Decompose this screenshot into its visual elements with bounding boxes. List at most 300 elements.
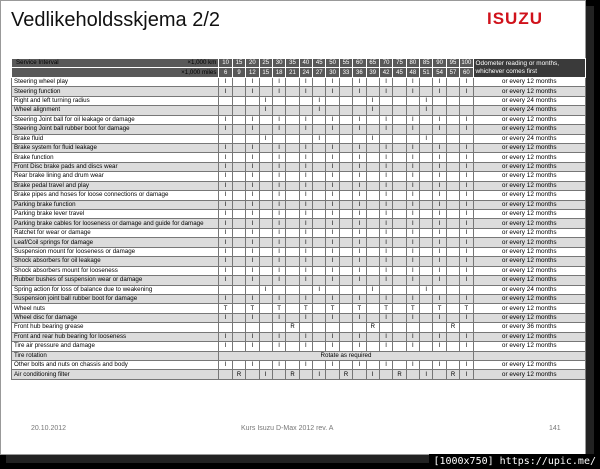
interval-mark: I bbox=[379, 77, 392, 86]
interval-mark bbox=[406, 323, 419, 332]
interval-mark bbox=[366, 294, 379, 303]
interval-mark: I bbox=[219, 143, 232, 152]
interval-mark: I bbox=[353, 143, 366, 152]
interval-mark: I bbox=[326, 313, 339, 322]
row-period: or every 12 months bbox=[473, 276, 585, 285]
interval-mark bbox=[420, 143, 433, 152]
interval-mark bbox=[259, 228, 272, 237]
interval-mark bbox=[313, 323, 326, 332]
interval-mark bbox=[366, 228, 379, 237]
interval-mark: I bbox=[272, 181, 285, 190]
interval-mark: I bbox=[353, 219, 366, 228]
interval-mark bbox=[446, 332, 459, 341]
interval-mark: I bbox=[406, 342, 419, 351]
interval-mark bbox=[232, 361, 245, 370]
miles-header-cell: 33 bbox=[339, 68, 352, 77]
interval-mark bbox=[393, 125, 406, 134]
table-row bbox=[12, 342, 586, 351]
interval-mark: I bbox=[246, 313, 259, 322]
interval-mark bbox=[259, 304, 272, 313]
row-period: or every 12 months bbox=[473, 257, 585, 266]
interval-mark: I bbox=[433, 125, 446, 134]
interval-mark: I bbox=[406, 172, 419, 181]
interval-mark bbox=[272, 370, 285, 379]
interval-mark: I bbox=[353, 200, 366, 209]
interval-mark bbox=[232, 106, 245, 115]
interval-mark bbox=[393, 77, 406, 86]
interval-mark: I bbox=[272, 342, 285, 351]
interval-mark: I bbox=[246, 238, 259, 247]
interval-mark bbox=[286, 228, 299, 237]
interval-mark bbox=[313, 257, 326, 266]
interval-mark bbox=[379, 323, 392, 332]
interval-mark bbox=[446, 294, 459, 303]
row-period: or every 12 months bbox=[473, 191, 585, 200]
interval-mark bbox=[393, 172, 406, 181]
row-label: Leaf/Coil springs for damage bbox=[12, 238, 219, 247]
row-period: or every 12 months bbox=[473, 247, 585, 256]
interval-mark bbox=[353, 285, 366, 294]
interval-mark: I bbox=[406, 332, 419, 341]
interval-mark bbox=[420, 257, 433, 266]
interval-mark: I bbox=[299, 87, 312, 96]
span-note: Rotate as required bbox=[219, 351, 473, 360]
interval-mark bbox=[366, 313, 379, 322]
interval-mark bbox=[366, 304, 379, 313]
miles-header-cell: 21 bbox=[286, 68, 299, 77]
table-row bbox=[12, 191, 586, 200]
interval-mark bbox=[286, 181, 299, 190]
interval-mark bbox=[393, 219, 406, 228]
row-label: Steering Joint ball rubber boot for damage bbox=[12, 125, 219, 134]
interval-mark: I bbox=[366, 106, 379, 115]
interval-mark: R bbox=[446, 323, 459, 332]
interval-mark bbox=[313, 181, 326, 190]
interval-mark bbox=[259, 153, 272, 162]
interval-mark bbox=[446, 87, 459, 96]
miles-header-cell: 27 bbox=[313, 68, 326, 77]
interval-mark bbox=[286, 106, 299, 115]
interval-mark: I bbox=[353, 247, 366, 256]
interval-mark bbox=[232, 143, 245, 152]
interval-mark bbox=[286, 96, 299, 105]
interval-mark: I bbox=[379, 172, 392, 181]
interval-mark bbox=[259, 172, 272, 181]
interval-mark bbox=[232, 87, 245, 96]
interval-mark: I bbox=[366, 285, 379, 294]
interval-mark bbox=[313, 219, 326, 228]
interval-mark bbox=[446, 181, 459, 190]
interval-mark: I bbox=[379, 191, 392, 200]
interval-mark bbox=[232, 125, 245, 134]
interval-mark bbox=[420, 162, 433, 171]
interval-mark bbox=[232, 228, 245, 237]
interval-mark: I bbox=[219, 200, 232, 209]
interval-mark: I bbox=[433, 153, 446, 162]
interval-mark: T bbox=[246, 304, 259, 313]
interval-mark bbox=[446, 96, 459, 105]
interval-mark: I bbox=[460, 162, 473, 171]
interval-mark bbox=[326, 106, 339, 115]
interval-mark bbox=[259, 313, 272, 322]
row-label: Brake fluid bbox=[12, 134, 219, 143]
interval-mark: I bbox=[379, 200, 392, 209]
row-label: Rubber bushes of suspension wear or damage bbox=[12, 276, 219, 285]
interval-mark bbox=[232, 257, 245, 266]
interval-mark bbox=[339, 304, 352, 313]
interval-mark: I bbox=[219, 247, 232, 256]
interval-mark: I bbox=[326, 294, 339, 303]
interval-mark bbox=[446, 162, 459, 171]
interval-mark bbox=[339, 134, 352, 143]
row-label: Spring action for loss of balance due to weakening bbox=[12, 285, 219, 294]
interval-mark bbox=[446, 77, 459, 86]
interval-mark bbox=[446, 238, 459, 247]
isuzu-logo bbox=[487, 10, 565, 26]
row-period: or every 12 months bbox=[473, 219, 585, 228]
interval-mark: I bbox=[299, 332, 312, 341]
table-row bbox=[12, 332, 586, 341]
interval-mark: I bbox=[246, 200, 259, 209]
interval-mark bbox=[246, 323, 259, 332]
interval-mark bbox=[232, 294, 245, 303]
interval-mark: T bbox=[406, 304, 419, 313]
interval-mark: I bbox=[460, 342, 473, 351]
miles-header-cell: 24 bbox=[299, 68, 312, 77]
interval-mark bbox=[393, 210, 406, 219]
interval-mark bbox=[420, 323, 433, 332]
interval-mark bbox=[272, 106, 285, 115]
interval-mark: I bbox=[379, 342, 392, 351]
interval-mark: I bbox=[420, 96, 433, 105]
interval-mark bbox=[232, 238, 245, 247]
interval-mark: I bbox=[460, 172, 473, 181]
interval-mark bbox=[313, 276, 326, 285]
interval-mark bbox=[259, 323, 272, 332]
interval-mark: I bbox=[246, 219, 259, 228]
interval-mark: I bbox=[460, 276, 473, 285]
interval-mark bbox=[313, 304, 326, 313]
row-label: Air conditioning filter bbox=[12, 370, 219, 379]
interval-mark: I bbox=[246, 191, 259, 200]
interval-mark bbox=[286, 219, 299, 228]
interval-mark bbox=[420, 228, 433, 237]
interval-mark bbox=[232, 266, 245, 275]
interval-mark bbox=[326, 285, 339, 294]
row-label: Suspension mount for looseness or damage bbox=[12, 247, 219, 256]
interval-mark bbox=[339, 228, 352, 237]
interval-mark: I bbox=[406, 294, 419, 303]
interval-mark bbox=[446, 228, 459, 237]
interval-mark: I bbox=[326, 172, 339, 181]
interval-mark bbox=[420, 266, 433, 275]
interval-mark: I bbox=[219, 361, 232, 370]
interval-mark: I bbox=[246, 294, 259, 303]
row-label: Tire rotation bbox=[12, 351, 219, 360]
miles-header-cell: 9 bbox=[232, 68, 245, 77]
miles-header-cell: 60 bbox=[460, 68, 473, 77]
interval-mark bbox=[259, 342, 272, 351]
interval-mark: I bbox=[219, 313, 232, 322]
miles-header-cell: 30 bbox=[326, 68, 339, 77]
interval-mark bbox=[313, 87, 326, 96]
interval-mark: I bbox=[379, 294, 392, 303]
table-row bbox=[12, 247, 586, 256]
interval-mark bbox=[259, 361, 272, 370]
row-label: Ratchet for wear or damage bbox=[12, 228, 219, 237]
row-period: or every 12 months bbox=[473, 266, 585, 275]
interval-mark: I bbox=[326, 228, 339, 237]
interval-mark bbox=[232, 162, 245, 171]
interval-mark: I bbox=[433, 143, 446, 152]
interval-mark bbox=[379, 96, 392, 105]
odometer-header-line2: whichever comes first bbox=[475, 67, 537, 75]
interval-mark bbox=[286, 247, 299, 256]
interval-mark: I bbox=[246, 342, 259, 351]
interval-mark bbox=[286, 313, 299, 322]
interval-mark: I bbox=[406, 219, 419, 228]
row-label: Brake function bbox=[12, 153, 219, 162]
interval-mark: I bbox=[299, 162, 312, 171]
interval-mark bbox=[339, 87, 352, 96]
interval-mark: I bbox=[406, 313, 419, 322]
interval-mark: I bbox=[460, 361, 473, 370]
interval-mark: I bbox=[353, 332, 366, 341]
interval-mark bbox=[286, 332, 299, 341]
interval-mark bbox=[446, 115, 459, 124]
interval-mark: I bbox=[246, 276, 259, 285]
interval-mark bbox=[460, 323, 473, 332]
interval-mark: I bbox=[272, 115, 285, 124]
interval-mark bbox=[366, 153, 379, 162]
interval-mark bbox=[219, 370, 232, 379]
row-period: or every 12 months bbox=[473, 238, 585, 247]
table-row bbox=[12, 266, 586, 275]
interval-mark: R bbox=[286, 323, 299, 332]
interval-mark bbox=[232, 247, 245, 256]
interval-mark bbox=[366, 247, 379, 256]
interval-mark: I bbox=[379, 125, 392, 134]
km-header-cell: 90 bbox=[433, 59, 446, 68]
interval-mark: I bbox=[379, 162, 392, 171]
miles-header-cell: 48 bbox=[406, 68, 419, 77]
km-unit: ×1,000 km bbox=[187, 59, 217, 67]
interval-mark bbox=[286, 294, 299, 303]
interval-mark: I bbox=[406, 143, 419, 152]
interval-mark: I bbox=[353, 228, 366, 237]
interval-mark: I bbox=[272, 87, 285, 96]
interval-mark bbox=[393, 276, 406, 285]
interval-mark bbox=[366, 172, 379, 181]
row-period: or every 12 months bbox=[473, 125, 585, 134]
interval-mark bbox=[232, 191, 245, 200]
row-period: or every 12 months bbox=[473, 370, 585, 379]
km-header-cell: 100 bbox=[461, 60, 472, 67]
interval-mark: I bbox=[433, 276, 446, 285]
interval-mark: I bbox=[353, 361, 366, 370]
interval-mark bbox=[313, 172, 326, 181]
interval-mark bbox=[433, 323, 446, 332]
interval-mark: I bbox=[353, 257, 366, 266]
interval-mark: I bbox=[433, 77, 446, 86]
table-row bbox=[12, 162, 586, 171]
interval-mark bbox=[259, 191, 272, 200]
interval-mark: I bbox=[433, 200, 446, 209]
km-header-cell: 70 bbox=[379, 59, 392, 68]
interval-mark bbox=[339, 172, 352, 181]
interval-mark bbox=[446, 266, 459, 275]
interval-mark bbox=[313, 200, 326, 209]
interval-mark: I bbox=[460, 181, 473, 190]
interval-mark bbox=[366, 143, 379, 152]
interval-mark: I bbox=[460, 87, 473, 96]
interval-mark: I bbox=[272, 332, 285, 341]
interval-mark: I bbox=[272, 219, 285, 228]
interval-mark bbox=[339, 143, 352, 152]
interval-mark bbox=[446, 134, 459, 143]
interval-mark bbox=[339, 266, 352, 275]
interval-mark: I bbox=[433, 342, 446, 351]
interval-mark bbox=[313, 332, 326, 341]
interval-mark bbox=[259, 125, 272, 134]
interval-mark bbox=[313, 143, 326, 152]
row-period: or every 12 months bbox=[473, 342, 585, 351]
interval-mark: I bbox=[299, 210, 312, 219]
interval-mark: I bbox=[433, 313, 446, 322]
interval-mark bbox=[286, 153, 299, 162]
slide-shadow bbox=[586, 6, 594, 461]
interval-mark: I bbox=[353, 238, 366, 247]
interval-mark: I bbox=[246, 247, 259, 256]
interval-mark bbox=[420, 247, 433, 256]
row-period: or every 24 months bbox=[473, 285, 585, 294]
interval-mark: I bbox=[460, 266, 473, 275]
interval-mark bbox=[339, 181, 352, 190]
interval-mark bbox=[393, 266, 406, 275]
interval-mark bbox=[353, 134, 366, 143]
interval-mark: I bbox=[433, 247, 446, 256]
interval-mark bbox=[339, 276, 352, 285]
row-period: or every 12 months bbox=[473, 361, 585, 370]
interval-mark bbox=[420, 125, 433, 134]
interval-mark: I bbox=[433, 238, 446, 247]
interval-mark: I bbox=[326, 200, 339, 209]
interval-mark: I bbox=[353, 313, 366, 322]
km-header-cell: 40 bbox=[299, 59, 312, 68]
interval-mark: I bbox=[326, 87, 339, 96]
interval-mark bbox=[420, 304, 433, 313]
interval-mark: I bbox=[406, 191, 419, 200]
interval-mark bbox=[446, 276, 459, 285]
interval-mark: I bbox=[299, 257, 312, 266]
interval-mark bbox=[272, 285, 285, 294]
row-label: Brake pedal travel and play bbox=[12, 181, 219, 190]
interval-mark bbox=[446, 285, 459, 294]
interval-mark bbox=[286, 276, 299, 285]
source-badge: [1000x750] https://upic.me/ bbox=[429, 454, 600, 469]
interval-mark: I bbox=[433, 87, 446, 96]
interval-mark: I bbox=[353, 266, 366, 275]
interval-mark bbox=[259, 200, 272, 209]
interval-mark bbox=[232, 219, 245, 228]
interval-mark: I bbox=[299, 143, 312, 152]
interval-mark bbox=[299, 370, 312, 379]
interval-mark bbox=[246, 285, 259, 294]
interval-mark bbox=[259, 162, 272, 171]
interval-mark: I bbox=[406, 238, 419, 247]
interval-mark: I bbox=[246, 210, 259, 219]
row-period: or every 12 months bbox=[473, 294, 585, 303]
interval-mark: I bbox=[272, 143, 285, 152]
table-row bbox=[12, 257, 586, 266]
interval-mark bbox=[366, 162, 379, 171]
miles-header-cell: 36 bbox=[353, 68, 366, 77]
interval-mark: I bbox=[433, 219, 446, 228]
interval-mark bbox=[420, 115, 433, 124]
interval-mark bbox=[272, 96, 285, 105]
interval-mark bbox=[393, 304, 406, 313]
row-period: or every 12 months bbox=[473, 87, 585, 96]
interval-mark: I bbox=[406, 77, 419, 86]
km-header-cell: 50 bbox=[326, 59, 339, 68]
interval-mark bbox=[446, 172, 459, 181]
interval-mark bbox=[313, 266, 326, 275]
km-header-cell: 30 bbox=[272, 59, 285, 68]
interval-mark bbox=[219, 106, 232, 115]
table-row bbox=[12, 219, 586, 228]
interval-mark bbox=[393, 162, 406, 171]
interval-mark: I bbox=[313, 285, 326, 294]
interval-mark bbox=[353, 323, 366, 332]
interval-mark: I bbox=[326, 257, 339, 266]
interval-mark bbox=[366, 219, 379, 228]
row-label: Parking brake cables for looseness or damage and guide for damage bbox=[12, 219, 219, 228]
interval-mark bbox=[259, 77, 272, 86]
row-period: or every 12 months bbox=[473, 162, 585, 171]
miles-header-cell: 51 bbox=[420, 68, 433, 77]
interval-mark: I bbox=[219, 115, 232, 124]
interval-mark bbox=[232, 304, 245, 313]
interval-mark: I bbox=[460, 153, 473, 162]
interval-mark: I bbox=[433, 210, 446, 219]
interval-mark: I bbox=[326, 162, 339, 171]
interval-mark: I bbox=[460, 228, 473, 237]
interval-mark: I bbox=[219, 332, 232, 341]
interval-mark: I bbox=[272, 266, 285, 275]
miles-header-cell: 6 bbox=[219, 68, 232, 77]
interval-mark bbox=[232, 276, 245, 285]
interval-mark bbox=[420, 191, 433, 200]
row-label: Brake pipes and hoses for loose connections or damage bbox=[12, 191, 219, 200]
row-period: or every 12 months bbox=[473, 332, 585, 341]
row-period bbox=[473, 351, 585, 360]
interval-mark bbox=[393, 96, 406, 105]
interval-mark: I bbox=[460, 247, 473, 256]
table-row bbox=[12, 115, 586, 124]
interval-mark: I bbox=[366, 134, 379, 143]
interval-mark bbox=[313, 77, 326, 86]
interval-mark: I bbox=[326, 276, 339, 285]
interval-mark: I bbox=[299, 181, 312, 190]
interval-mark bbox=[339, 238, 352, 247]
interval-mark bbox=[246, 106, 259, 115]
interval-mark: I bbox=[353, 87, 366, 96]
header-label: Service Interval bbox=[16, 59, 59, 67]
table-row bbox=[12, 106, 586, 115]
table-row bbox=[12, 134, 586, 143]
interval-mark: I bbox=[379, 228, 392, 237]
row-period: or every 12 months bbox=[473, 228, 585, 237]
